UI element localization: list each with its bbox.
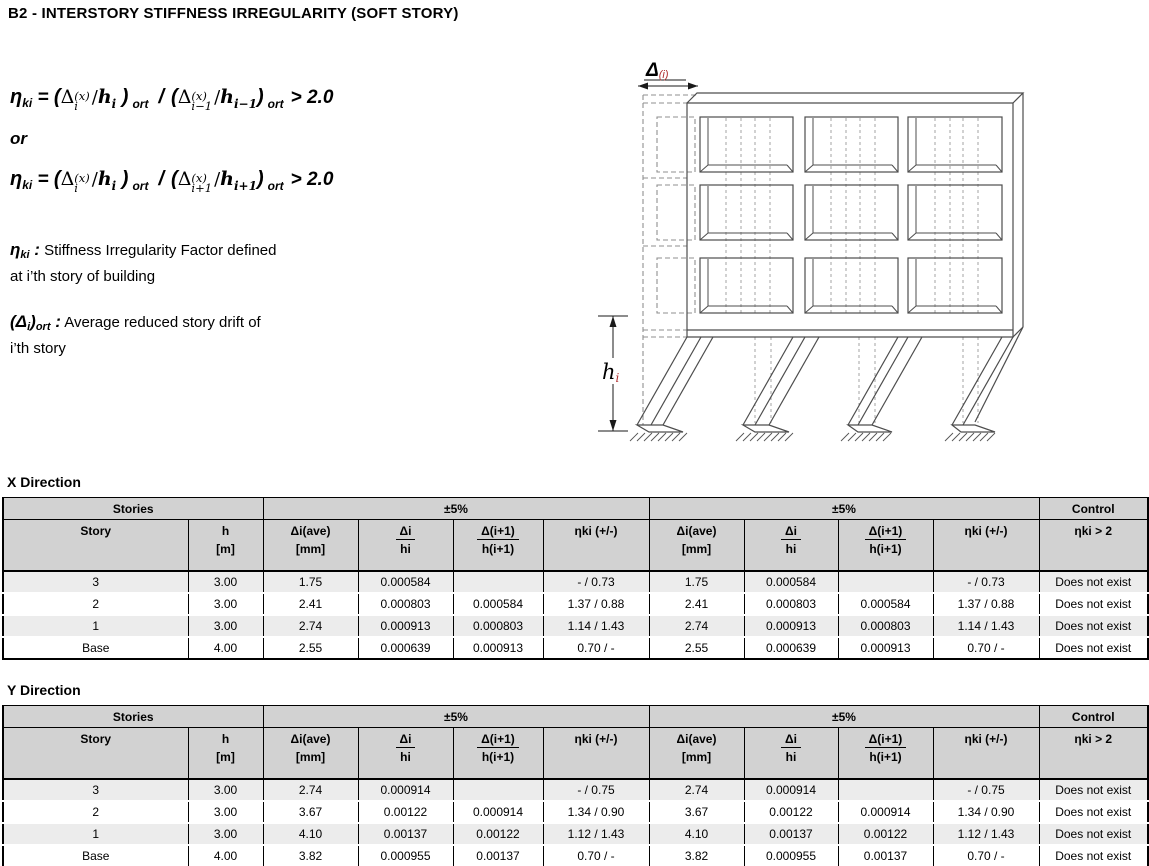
value-cell: 1.14 / 1.43: [543, 615, 649, 637]
value-cell: 0.000584: [358, 571, 453, 593]
ort-subscript: ort: [267, 179, 284, 193]
slash: /: [214, 87, 221, 108]
value-cell: 0.000803: [838, 615, 933, 637]
h-column-header: h [m]: [188, 728, 263, 780]
pm5-group-header: ±5%: [263, 706, 649, 728]
value-cell: 0.000914: [744, 779, 838, 801]
value-cell: 0.00122: [744, 801, 838, 823]
value-cell: 0.000913: [838, 637, 933, 659]
slash: /: [91, 87, 98, 108]
stories-group-header: Stories: [3, 706, 263, 728]
close-paren: ): [116, 168, 129, 190]
open-paren: (: [171, 86, 178, 108]
drift-ratio-next-column-header: $\frac{\Delta(i+1)}{h(i+1)}$: [838, 520, 933, 572]
h-symbol: h: [97, 86, 112, 108]
value-cell: 2.74: [649, 779, 744, 801]
control-cell: Does not exist: [1039, 845, 1148, 866]
value-cell: 0.000803: [358, 593, 453, 615]
eta-column-header: ηki (+/-): [543, 728, 649, 780]
divide-slash: /: [158, 86, 165, 108]
eta-symbol: η: [10, 168, 23, 190]
y-direction-rows: [3, 779, 1148, 866]
control-cell: Does not exist: [1039, 615, 1148, 637]
ort-subscript: ort: [132, 97, 149, 111]
value-cell: 0.00122: [838, 823, 933, 845]
equals-sign: =: [32, 87, 54, 108]
control-group-header: Control: [1039, 498, 1148, 520]
x-direction-table: [2, 497, 1149, 660]
value-cell: 0.000914: [838, 801, 933, 823]
table-row: [3, 845, 1148, 866]
drift-ratio-column-header: $\frac{\Delta i}{hi}$: [358, 520, 453, 572]
value-cell: 0.000639: [358, 637, 453, 659]
delta-ave-column-header: Δi(ave) [mm]: [649, 728, 744, 780]
delta-supsub: (x) i+1: [191, 171, 213, 195]
value-cell: 0.00137: [838, 845, 933, 866]
value-cell: 1.12 / 1.43: [933, 823, 1039, 845]
delta-term-close: ): [30, 312, 36, 331]
table-row: [3, 779, 1148, 801]
value-cell: 1.14 / 1.43: [933, 615, 1039, 637]
value-cell: [453, 571, 543, 593]
value-cell: 0.000584: [838, 593, 933, 615]
value-cell: 3.67: [649, 801, 744, 823]
value-cell: [453, 779, 543, 801]
formula-eta-ki-1: [10, 86, 333, 122]
value-cell: 0.00122: [453, 823, 543, 845]
value-cell: 1.75: [263, 571, 358, 593]
drift-ratio-next-column-header: $\frac{\Delta(i+1)}{h(i+1)}$: [453, 520, 543, 572]
slash: /: [214, 169, 221, 190]
delta-ave-column-header: Δi(ave) [mm]: [263, 728, 358, 780]
h-subscript: i+1: [233, 179, 257, 193]
value-cell: 0.000803: [744, 593, 838, 615]
building-diagram: [588, 48, 1148, 460]
displaced-outline: [643, 95, 697, 425]
value-cell: 0.00137: [358, 823, 453, 845]
story-cell: Base: [3, 845, 188, 866]
page-title: B2 - INTERSTORY STIFFNESS IRREGULARITY (SOFT STORY): [8, 5, 459, 22]
story-column-header: Story: [3, 520, 188, 572]
value-cell: 0.70 / -: [933, 637, 1039, 659]
colon: :: [29, 240, 40, 259]
group-header-row: [3, 706, 1148, 728]
value-cell: 3.00: [188, 801, 263, 823]
drift-ratio-column-header: $\frac{\Delta i}{hi}$: [744, 520, 838, 572]
story-column-header: Story: [3, 728, 188, 780]
h-symbol: h: [220, 86, 234, 108]
delta-i-label: Δ(i): [646, 60, 669, 81]
delta-supsub: (x) i: [74, 89, 90, 113]
table-row: [3, 615, 1148, 637]
open-paren: (: [171, 168, 178, 190]
y-direction-table: [2, 705, 1149, 866]
value-cell: 3.82: [263, 845, 358, 866]
value-cell: 3.00: [188, 823, 263, 845]
value-cell: 2.74: [263, 779, 358, 801]
value-cell: 0.000584: [744, 571, 838, 593]
eta-column-header: ηki (+/-): [933, 520, 1039, 572]
story-cell: 2: [3, 801, 188, 823]
value-cell: 3.00: [188, 593, 263, 615]
control-cell: Does not exist: [1039, 593, 1148, 615]
value-cell: - / 0.75: [933, 779, 1039, 801]
value-cell: 0.00122: [358, 801, 453, 823]
table-row: [3, 823, 1148, 845]
pm5-group-header: ±5%: [649, 706, 1039, 728]
pm5-group-header: ±5%: [649, 498, 1039, 520]
value-cell: 2.74: [649, 615, 744, 637]
drift-ratio-column-header: $\frac{\Delta i}{hi}$: [744, 728, 838, 780]
value-cell: 1.34 / 0.90: [933, 801, 1039, 823]
table-row: [3, 593, 1148, 615]
column-header-row: [3, 728, 1148, 780]
delta-supsub: (x) i: [74, 171, 90, 195]
value-cell: 3.00: [188, 779, 263, 801]
table-row: [3, 637, 1148, 659]
value-cell: 1.12 / 1.43: [543, 823, 649, 845]
window-reveals: [700, 118, 1002, 313]
definition-delta-ort: [10, 311, 440, 360]
h-i-label: hi: [602, 360, 620, 385]
pm5-group-header: ±5%: [263, 498, 649, 520]
control-group-header: Control: [1039, 706, 1148, 728]
value-cell: 4.10: [263, 823, 358, 845]
eta-column-header: ηki (+/-): [933, 728, 1039, 780]
definition-line-1: [10, 311, 440, 338]
value-cell: 2.41: [649, 593, 744, 615]
value-cell: 1.34 / 0.90: [543, 801, 649, 823]
value-cell: 1.75: [649, 571, 744, 593]
open-paren: (: [53, 86, 61, 108]
eta-term: η: [10, 240, 21, 259]
h-subscript: i: [111, 179, 117, 193]
control-column-header: ηki > 2: [1039, 520, 1148, 572]
value-cell: 1.37 / 0.88: [933, 593, 1039, 615]
control-cell: Does not exist: [1039, 637, 1148, 659]
story-cell: 1: [3, 823, 188, 845]
control-cell: Does not exist: [1039, 571, 1148, 593]
value-cell: 3.82: [649, 845, 744, 866]
control-column-header: ηki > 2: [1039, 728, 1148, 780]
value-cell: 3.00: [188, 571, 263, 593]
ort-subscript: ort: [132, 179, 149, 193]
value-cell: 4.00: [188, 845, 263, 866]
value-cell: 4.10: [649, 823, 744, 845]
greater-than-2: > 2.0: [290, 87, 334, 108]
delta-dimension: [638, 60, 698, 90]
value-cell: 0.00137: [453, 845, 543, 866]
close-paren: ): [256, 86, 264, 108]
value-cell: 0.000913: [358, 615, 453, 637]
value-cell: 0.000955: [744, 845, 838, 866]
control-cell: Does not exist: [1039, 823, 1148, 845]
story-cell: 2: [3, 593, 188, 615]
value-cell: 3.00: [188, 615, 263, 637]
delta-symbol: Δ: [60, 168, 75, 190]
control-cell: Does not exist: [1039, 779, 1148, 801]
value-cell: [838, 571, 933, 593]
group-header-row: [3, 498, 1148, 520]
formula-eta-ki-2: [10, 168, 333, 204]
ort-term-sub: ort: [35, 321, 51, 333]
x-direction-rows: [3, 571, 1148, 659]
control-cell: Does not exist: [1039, 801, 1148, 823]
value-cell: 0.000914: [453, 801, 543, 823]
eta-subscript: ki: [22, 96, 33, 110]
stories-group-header: Stories: [3, 498, 263, 520]
value-cell: - / 0.73: [933, 571, 1039, 593]
value-cell: 1.37 / 0.88: [543, 593, 649, 615]
h-symbol: h: [220, 168, 234, 190]
delta-supsub: (x) i−1: [191, 89, 213, 113]
delta-ave-column-header: Δi(ave) [mm]: [263, 520, 358, 572]
interior-columns-dashed: [726, 118, 978, 423]
story-cell: 3: [3, 779, 188, 801]
eta-column-header: ηki (+/-): [543, 520, 649, 572]
delta-symbol: Δ: [177, 86, 192, 108]
story-cell: 1: [3, 615, 188, 637]
greater-than-2: > 2.0: [290, 169, 334, 190]
eta-symbol: η: [10, 86, 23, 108]
value-cell: 0.000803: [453, 615, 543, 637]
definition-line-2: at i’th story of building: [10, 268, 156, 285]
value-cell: 0.70 / -: [543, 637, 649, 659]
table-row: [3, 571, 1148, 593]
definition-line-1: [10, 239, 440, 266]
drift-ratio-column-header: $\frac{\Delta i}{hi}$: [358, 728, 453, 780]
value-cell: 0.000913: [453, 637, 543, 659]
building-frame: [687, 93, 1023, 337]
definition-eta-ki: [10, 239, 440, 288]
story-cell: 3: [3, 571, 188, 593]
soft-story-columns: [637, 327, 1023, 432]
divide-slash: /: [158, 168, 165, 190]
delta-ave-column-header: Δi(ave) [mm]: [649, 520, 744, 572]
y-direction-title: Y Direction: [7, 682, 81, 698]
value-cell: 0.70 / -: [543, 845, 649, 866]
definition-line-2: i’th story: [10, 340, 66, 357]
value-cell: 2.41: [263, 593, 358, 615]
h-subscript: i: [111, 97, 117, 111]
colon: :: [50, 312, 61, 331]
h-dimension: [598, 316, 628, 431]
column-header-row: [3, 520, 1148, 572]
value-cell: 3.67: [263, 801, 358, 823]
value-cell: 0.000913: [744, 615, 838, 637]
drift-ratio-next-column-header: $\frac{\Delta(i+1)}{h(i+1)}$: [838, 728, 933, 780]
value-cell: 2.55: [649, 637, 744, 659]
table-row: [3, 801, 1148, 823]
value-cell: 2.74: [263, 615, 358, 637]
value-cell: 0.000914: [358, 779, 453, 801]
delta-symbol: Δ: [177, 168, 192, 190]
eta-subscript: ki: [22, 178, 33, 192]
open-paren: (: [53, 168, 61, 190]
equals-sign: =: [32, 169, 54, 190]
value-cell: - / 0.75: [543, 779, 649, 801]
value-cell: 0.70 / -: [933, 845, 1039, 866]
close-paren: ): [116, 86, 129, 108]
or-label: or: [10, 129, 27, 148]
value-cell: - / 0.73: [543, 571, 649, 593]
value-cell: 4.00: [188, 637, 263, 659]
value-cell: 0.00137: [744, 823, 838, 845]
story-cell: Base: [3, 637, 188, 659]
ort-subscript: ort: [267, 97, 284, 111]
eta-term-sub: ki: [20, 249, 30, 261]
close-paren: ): [256, 168, 264, 190]
h-subscript: i−1: [233, 97, 257, 111]
value-cell: 0.000584: [453, 593, 543, 615]
delta-term: (Δ: [10, 312, 28, 331]
delta-symbol: Δ: [60, 86, 75, 108]
value-cell: 0.000639: [744, 637, 838, 659]
x-direction-title: X Direction: [7, 474, 81, 490]
value-cell: 2.55: [263, 637, 358, 659]
h-column-header: h [m]: [188, 520, 263, 572]
drift-ratio-next-column-header: $\frac{\Delta(i+1)}{h(i+1)}$: [453, 728, 543, 780]
definition-text: Stiffness Irregularity Factor defined: [44, 242, 277, 259]
delta-term-sub: i: [27, 321, 31, 333]
h-symbol: h: [97, 168, 112, 190]
value-cell: 0.000955: [358, 845, 453, 866]
ground-hatch: [630, 433, 995, 441]
value-cell: [838, 779, 933, 801]
slash: /: [91, 169, 98, 190]
definition-text: Average reduced story drift of: [64, 314, 261, 331]
